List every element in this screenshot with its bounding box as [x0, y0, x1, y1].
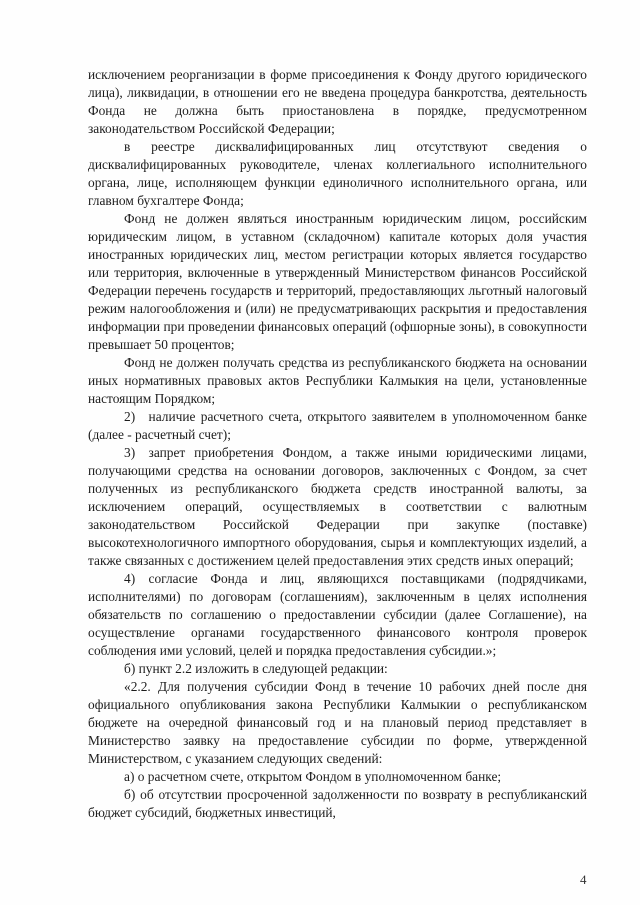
paragraph-point-2-2-intro: б) пункт 2.2 изложить в следующей редакции:: [124, 661, 388, 676]
body-text: [88, 66, 587, 822]
paragraph-other-funds: Фонд не должен получать средства из республиканского бюджета на основании иных нормативных правовых актов Республики Калмыкия на цели, установленные настоящим Порядком;: [88, 355, 587, 406]
paragraph-item-2: 2) наличие расчетного счета, открытого заявителем в уполномоченном банке (далее - расчетный счет);: [88, 409, 587, 442]
paragraph-sub-a: а) о расчетном счете, открытом Фондом в уполномоченном банке;: [124, 769, 502, 784]
paragraph-reorganization: исключением реорганизации в форме присоединения к Фонду другого юридического лица), ликвидации, в отношении его не введена процедура банкротства, деятельность Фонда не должна быть приостановлена в порядке, предусмотренном законодательством Российской Федерации;: [88, 67, 587, 136]
paragraph-disqualified-registry: в реестре дисквалифицированных лиц отсутствуют сведения о дисквалифицированных руководителе, членах коллегиального исполнительного органа, лице, исполняющем функции единоличного исполнительного органа, или главном бухгалтере Фонда;: [88, 139, 587, 208]
paragraph-point-2-2: «2.2. Для получения субсидии Фонд в течение 10 рабочих дней после дня официального опубликования закона Республики Калмыкии о республиканском бюджете на очередной финансовый год и на плановый период представляет в Министерство заявку на предоставление субсидии по форме, утвержденной Министерством, с указанием следующих сведений:: [88, 679, 587, 766]
paragraph-sub-b: б) об отсутствии просроченной задолженности по возврату в республиканский бюджет субсидий, бюджетных инвестиций,: [88, 787, 587, 820]
paragraph-foreign-entity: Фонд не должен являться иностранным юридическим лицом, российским юридическим лицом, в уставном (складочном) капитале которых доля участия иностранных юридических лиц, местом регистрации которых является государство или территория, включенные в утвержденный Министерством финансов Российской Федерации перечень государств и территорий, предоставляющих льготный налоговый режим налогообложения и (или) не предусматривающих раскрытия и предоставления информации при проведении финансовых операций (офшорные зоны), в совокупности превышает 50 процентов;: [88, 211, 587, 352]
paragraph-item-3: 3) запрет приобретения Фондом, а также иными юридическими лицами, получающими средства на основании договоров, заключенных с Фондом, за счет полученных из республиканского бюджета средств иностранной валюты, за исключением операций, осуществляемых в соответствии с валютным законодательством Российской Федерации при закупке (поставке) высокотехнологичного импортного оборудования, сырья и комплектующих изделий, а также связанных с достижением целей предоставления этих средств иных операций;: [88, 445, 587, 568]
page-number: 4: [580, 872, 587, 887]
paragraph-item-4: 4) согласие Фонда и лиц, являющихся поставщиками (подрядчиками, исполнителями) по договорам (соглашениям), заключенным в целях исполнения обязательств по соглашению о предоставлении субсидии (далее Соглашение), на осуществление органами государственного финансового контроля проверок соблюдения ими условий, целей и порядка предоставления субсидии.»;: [88, 571, 587, 658]
